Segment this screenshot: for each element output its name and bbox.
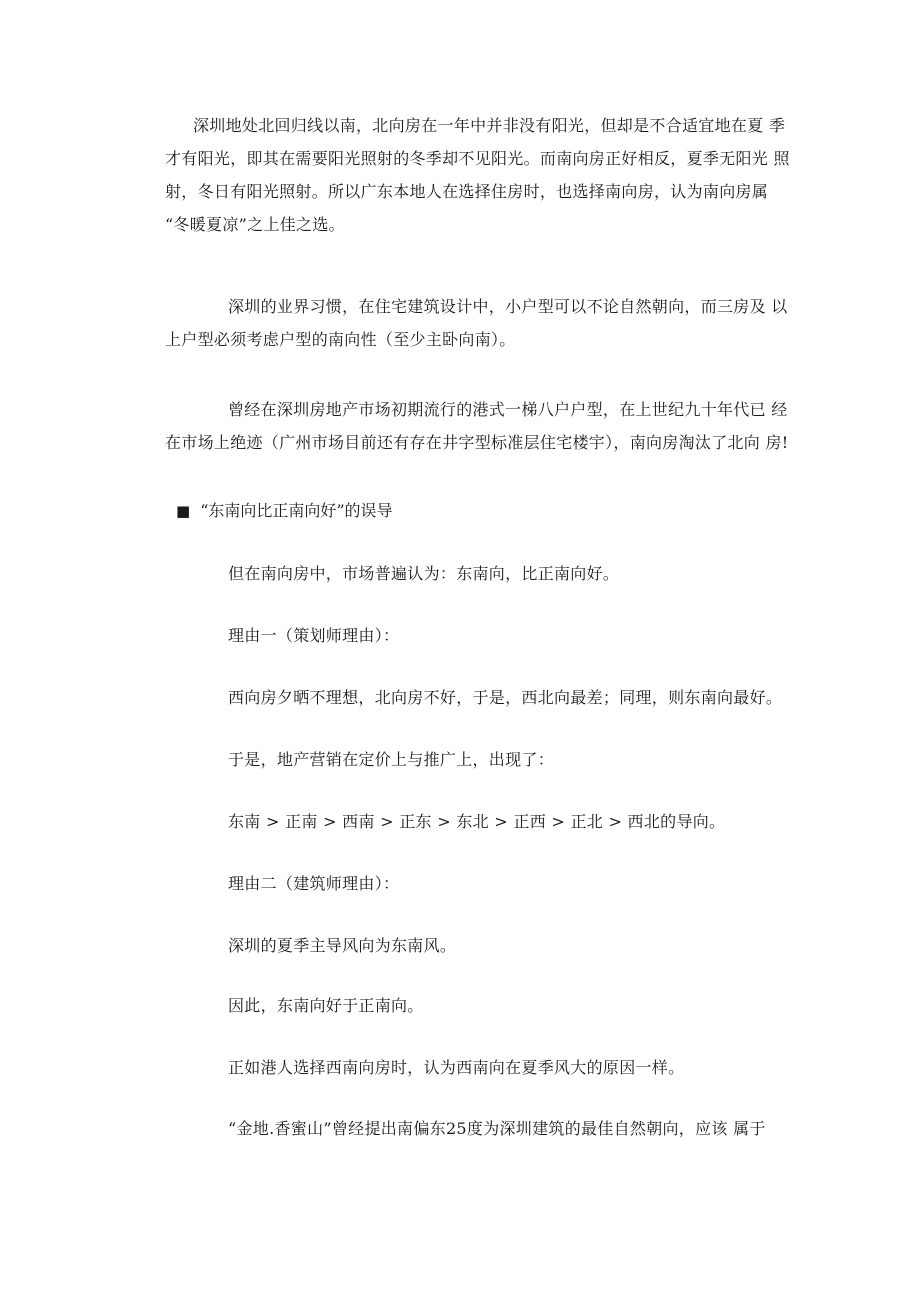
text-line-reason-one-detail: 西向房夕晒不理想，北向房不好，于是，西北向最差；同理，则东南向最好。 xyxy=(228,688,783,707)
paragraph-north-south-sunlight: 深圳地处北回归线以南，北向房在一年中并非没有阳光，但却是不合适宜地在夏 季才有阳光，即其在需要阳光照射的冬季却不见阳光。而南向房正好相反，夏季无阳光 照射，冬日有阳光照射。所以广东本地人在选择住房时，也选择南向房，认为南向房属 “冬暖夏凉”之上佳之选。 xyxy=(165,116,790,234)
square-bullet-icon: ■ xyxy=(176,502,191,520)
text-line-marketing: 于是，地产营销在定价上与推广上，出现了： xyxy=(228,750,555,769)
text-line-jindi-xiangmishan: “金地.香蜜山”曾经提出南偏东25度为深圳建筑的最佳自然朝向，应该 属于 xyxy=(228,1119,766,1138)
text-line-market-view: 但在南向房中，市场普遍认为：东南向，比正南向好。 xyxy=(228,564,620,583)
text-line-hk-comparison: 正如港人选择西南向房时，认为西南向在夏季风大的原因一样。 xyxy=(228,1058,685,1077)
text-line-orientation-ranking: 东南 > 正南 > 西南 > 正东 > 东北 > 正西 > 正北 > 西北的导向。 xyxy=(228,812,726,831)
paragraph-hk-layout-history: 曾经在深圳房地产市场初期流行的港式一梯八户户型，在上世纪九十年代已 经在市场上绝迹（广州市场目前还有存在井字型标准层住宅楼宇），南向房淘汰了北向 房! xyxy=(165,400,789,452)
text-line-reason-one: 理由一（策划师理由）： xyxy=(228,626,400,645)
section-title: “东南向比正南向好”的误导 xyxy=(200,501,393,520)
text-line-reason-two: 理由二（建筑师理由）： xyxy=(228,874,400,893)
text-line-conclusion: 因此，东南向好于正南向。 xyxy=(228,996,424,1015)
section-heading xyxy=(176,494,393,528)
paragraph-industry-practice: 深圳的业界习惯，在住宅建筑设计中，小户型可以不论自然朝向，而三房及 以上户型必须考虑户型的南向性（至少主卧向南）。 xyxy=(165,297,788,349)
text-line-wind-direction: 深圳的夏季主导风向为东南风。 xyxy=(228,936,457,955)
